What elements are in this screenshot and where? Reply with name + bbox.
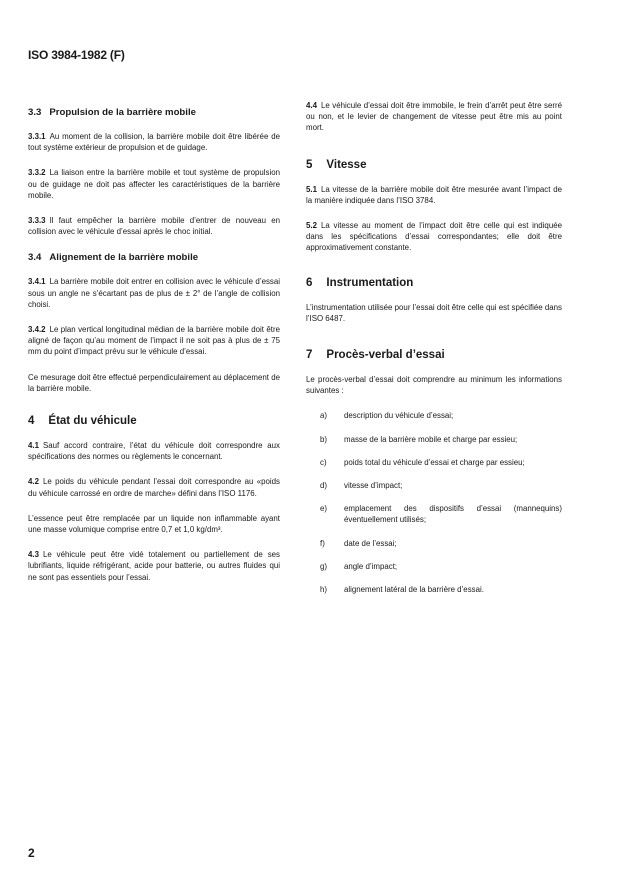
list-item: f) date de l’essai;	[320, 538, 397, 548]
paragraph-3-4-2-note: Ce mesurage doit être effectué perpendiculairement au déplacement de la barrière mobile.	[28, 372, 280, 393]
paragraph-3-3-2: 3.3.2 La liaison entre la barrière mobile et tout système de propulsion ou de guidage ne doit pas affecter les caractéristiques de la barrière mobile.	[28, 168, 280, 200]
section-3-4-heading: 3.4 Alignement de la barrière mobile	[28, 252, 199, 264]
paragraph-5-2: 5.2 La vitesse au moment de l’impact doit être celle qui est indiquée dans les spécifications d’essai correspondantes; elle doit être approximativement constante.	[306, 221, 562, 253]
list-item: d) vitesse d’impact;	[320, 481, 403, 491]
report-items-list	[306, 410, 562, 595]
paragraph-6: L’instrumentation utilisée pour l’essai doit être celle qui est spécifiée dans l’ISO 6487.	[306, 302, 562, 323]
section-5-heading: 5 Vitesse	[306, 158, 367, 171]
paragraph-3-4-2: 3.4.2 Le plan vertical longitudinal médian de la barrière mobile doit être aligné de façon qu’au moment de l’impact il ne soit pas à plus de ± 75 mm du point d’impact prévu sur le véhicule d’essai.	[28, 325, 280, 357]
paragraph-3-3-1: 3.3.1 Au moment de la collision, la barrière mobile doit être libérée de tout système extérieur de propulsion et de guidage.	[28, 132, 280, 153]
right-column	[306, 100, 562, 607]
paragraph-4-2: 4.2 Le poids du véhicule pendant l’essai doit correspondre au «poids du véhicule carrossé en ordre de marche» défini dans l’ISO 1176.	[28, 477, 280, 498]
paragraph-3-4-1: 3.4.1 La barrière mobile doit entrer en collision avec le véhicule d’essai sous un angle ne s’écartant pas de plus de ± 2° de l’angle de collision choisi.	[28, 277, 280, 309]
left-column	[28, 100, 280, 597]
section-3-3-heading: 3.3 Propulsion de la barrière mobile	[28, 107, 196, 118]
list-item: h) alignement latéral de la barrière d’essai.	[320, 585, 484, 595]
list-item: e) emplacement des dispositifs d’essai (mannequins) éventuellement utilisés;	[320, 504, 562, 525]
list-item: c) poids total du véhicule d’essai et charge par essieu;	[320, 457, 525, 467]
list-item: g) angle d’impact;	[320, 561, 398, 571]
paragraph-4-4: 4.4 Le véhicule d’essai doit être immobile, le frein d’arrêt peut être serré ou non, et le levier de changement de vitesse peut être mis au point mort.	[306, 101, 562, 133]
page-number: 2	[28, 846, 35, 860]
paragraph-7: Le procès-verbal d’essai doit comprendre au minimum les informations suivantes :	[306, 375, 562, 396]
list-item: a) description du véhicule d’essai;	[320, 411, 454, 421]
paragraph-4-2-note: L’essence peut être remplacée par un liquide non inflammable ayant une masse volumique comprise entre 0,7 et 1,0 kg/dm³.	[28, 513, 280, 535]
section-4-heading: 4 État du véhicule	[28, 415, 137, 428]
document-header: ISO 3984-1982 (F)	[28, 48, 125, 62]
section-7-heading: 7 Procès-verbal d’essai	[306, 349, 445, 362]
paragraph-4-1: 4.1 Sauf accord contraire, l’état du véhicule doit correspondre aux spécifications des normes ou règlements le concernant.	[28, 441, 280, 462]
paragraph-5-1: 5.1 La vitesse de la barrière mobile doit être mesurée avant l’impact de la manière indiquée dans l’ISO 3784.	[306, 184, 562, 205]
list-item: b) masse de la barrière mobile et charge par essieu;	[320, 434, 518, 444]
paragraph-3-3-3: 3.3.3 Il faut empêcher la barrière mobile d’entrer de nouveau en collision avec le véhicule d’essai après le choc initial.	[28, 216, 280, 237]
section-6-heading: 6 Instrumentation	[306, 276, 414, 289]
paragraph-4-3: 4.3 Le véhicule peut être vidé totalement ou partiellement de ses lubrifiants, liquide réfrigérant, acide pour batterie, ou autres fluides qui ne sont pas essentiels pour l’essai.	[28, 550, 280, 582]
